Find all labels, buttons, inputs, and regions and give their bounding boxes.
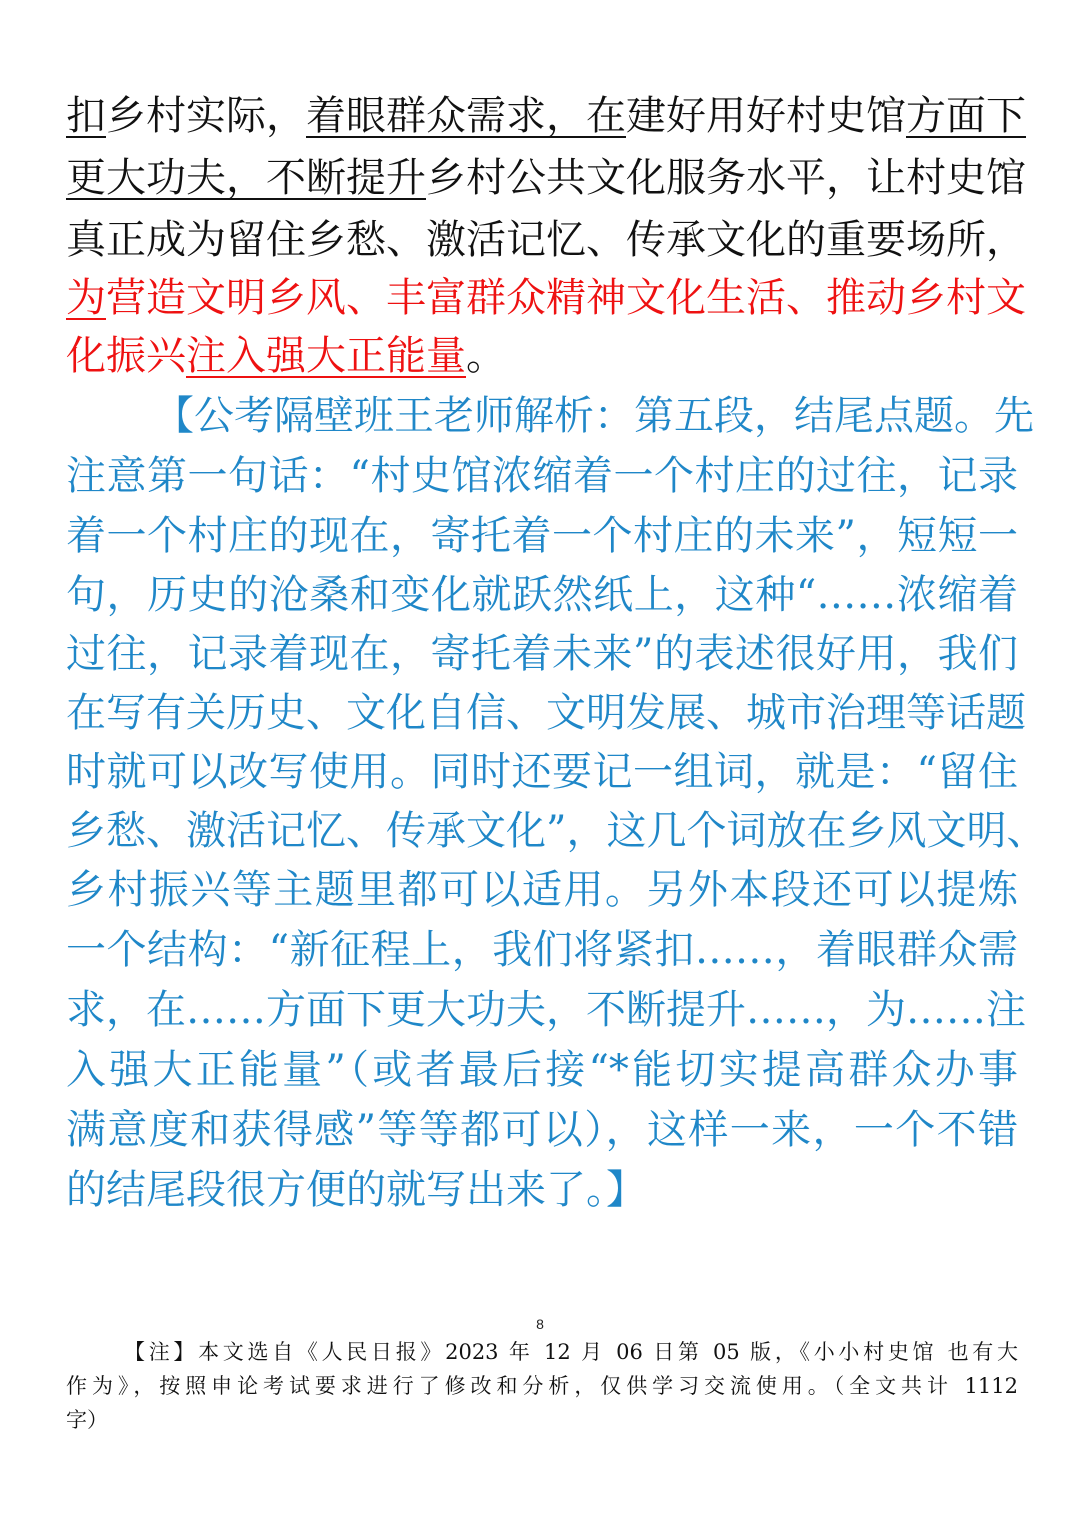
note-line-3: 字） — [66, 1408, 108, 1432]
text-span: 营造文明乡风、丰富群众精神文化生活、推动乡村文 — [106, 275, 1026, 321]
text-span: 乡村实际， — [106, 93, 306, 139]
body-line-4 — [66, 268, 1026, 328]
analysis-line-2: 注意第一句话：“村史馆浓缩着一个村庄的过往，记录 — [66, 453, 1018, 499]
underlined-text: 注入强大正能量 — [186, 333, 466, 379]
body-line-1 — [66, 86, 1026, 146]
analysis-line-14: 的结尾段很方便的就写出来了。】 — [66, 1167, 646, 1213]
analysis-line-3: 着一个村庄的现在，寄托着一个村庄的未来”，短短一 — [66, 513, 1018, 559]
text-span: 。 — [466, 333, 506, 379]
text-span: 建好用好村史馆 — [626, 93, 906, 139]
underlined-text: 扣 — [66, 93, 106, 139]
text-span: 化振兴 — [66, 333, 186, 379]
analysis-line-12: 入强大正能量”（或者最后接“*能切实提高群众办事 — [66, 1047, 1018, 1093]
analysis-line-8: 乡愁、激活记忆、传承文化”，这几个词放在乡风文明、 — [66, 808, 1047, 854]
underlined-text: 方面下 — [906, 93, 1026, 139]
analysis-line-4: 句，历史的沧桑和变化就跃然纸上，这种“……浓缩着 — [66, 572, 1018, 618]
page-number: 8 — [536, 1316, 544, 1332]
analysis-line-9: 乡村振兴等主题里都可以适用。另外本段还可以提炼 — [66, 867, 1018, 913]
analysis-line-7: 时就可以改写使用。同时还要记一组词，就是：“留住 — [66, 749, 1018, 795]
body-line-2 — [66, 148, 1026, 208]
underlined-text: 为 — [66, 275, 106, 321]
body-line-3: 真正成为留住乡愁、激活记忆、传承文化的重要场所， — [66, 217, 1026, 263]
body-line-5 — [66, 326, 1018, 386]
analysis-line-11: 求，在……方面下更大功夫，不断提升……，为……注 — [66, 987, 1026, 1033]
analysis-line-1: 【公考隔壁班王老师解析：第五段，结尾点题。先 — [154, 393, 1034, 439]
analysis-line-6: 在写有关历史、文化自信、文明发展、城市治理等话题 — [66, 690, 1026, 736]
text-span: 乡村公共文化服务水平，让村史馆 — [426, 155, 1026, 201]
analysis-line-13: 满意度和获得感”等等都可以），这样一来，一个不错 — [66, 1107, 1018, 1153]
underlined-text: 更大功夫，不断提升 — [66, 155, 426, 201]
note-line-2: 作为》，按照申论考试要求进行了修改和分析，仅供学习交流使用。（全文共计 1112 — [66, 1374, 1018, 1398]
note-line-1: 【注】本文选自《人民日报》2023 年 12 月 06 日第 05 版，《小小村史馆 也有大 — [124, 1340, 1018, 1364]
analysis-line-5: 过往，记录着现在，寄托着未来”的表述很好用，我们 — [66, 631, 1018, 677]
underlined-text: 着眼群众需求，在 — [306, 93, 626, 139]
analysis-line-10: 一个结构：“新征程上，我们将紧扣……，着眼群众需 — [66, 927, 1018, 973]
